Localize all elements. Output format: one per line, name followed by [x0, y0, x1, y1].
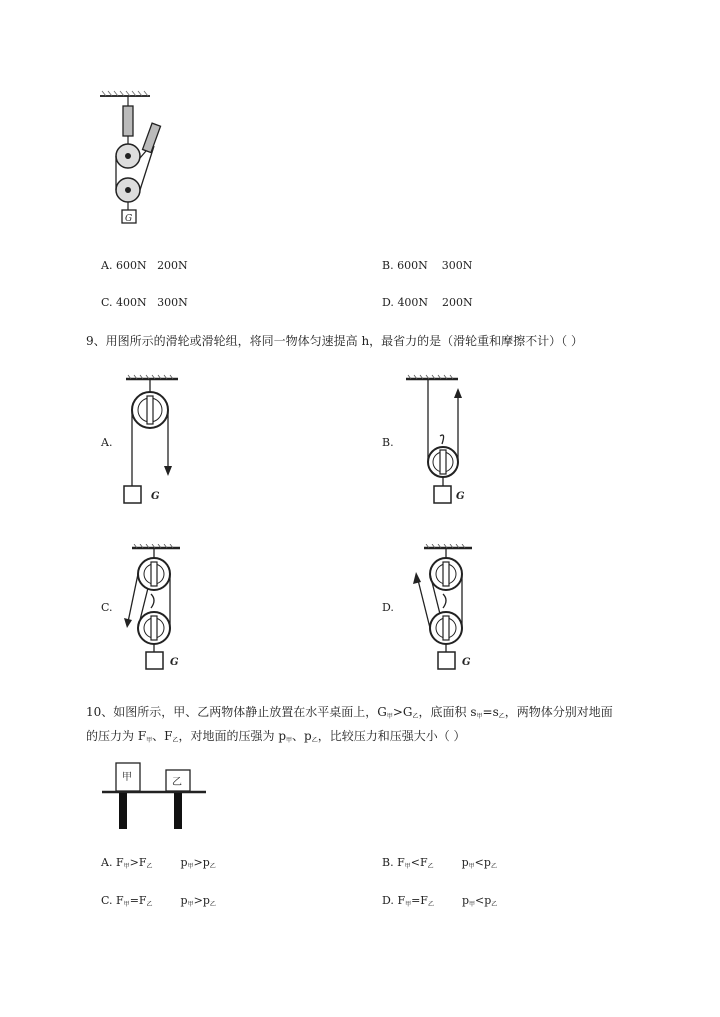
q8-option-b[interactable]: B. 600N 300N [382, 259, 473, 272]
q8-option-c[interactable]: C. 400N 300N [101, 296, 188, 309]
q10-option-b[interactable]: B. $F_甲<F_乙$ $p_甲<p_乙$ [382, 856, 497, 870]
q10-box-yi-label: 乙 [172, 777, 182, 788]
q9-option-d-label[interactable]: D. [382, 601, 394, 614]
q8-option-d[interactable]: D. 400N 200N [382, 296, 473, 309]
q9-figure-b [400, 374, 480, 512]
q8-option-a[interactable]: A. 600N 200N [101, 259, 188, 272]
q10-option-a[interactable]: A. $F_甲>F_乙$ $p_甲>p_乙$ [101, 856, 216, 870]
q8-weight-label: G [125, 214, 133, 224]
q9-option-b-label[interactable]: B. [382, 436, 394, 449]
q9-c-weight-label: G [170, 657, 179, 668]
q10-box-jia-label: 甲 [122, 772, 132, 783]
q10-stem-line2: 的压力为 $F_甲$、$F_乙$，对地面的压强为 $p_甲$、$p_乙$，比较压力和压强大小（ ） [86, 729, 466, 744]
q9-a-weight-label: G [151, 491, 160, 502]
q10-option-d[interactable]: D. $F_甲=F_乙$ $p_甲<p_乙$ [382, 894, 498, 908]
q10-stem-line1: 10、如图所示，甲、乙两物体静止放置在水平桌面上，$G_甲>G_乙$，底面积 $s_甲=s_乙$，两物体分别对地面 [86, 705, 613, 720]
q8-pulley-figure [92, 86, 182, 236]
q10-option-c[interactable]: C. $F_甲=F_乙$ $p_甲>p_乙$ [101, 894, 216, 908]
q9-option-c-label[interactable]: C. [101, 601, 113, 614]
q9-b-weight-label: G [456, 491, 465, 502]
q9-figure-c [118, 544, 193, 674]
q9-d-weight-label: G [462, 657, 471, 668]
q10-table-figure [100, 760, 210, 832]
q9-option-a-label[interactable]: A. [101, 436, 113, 449]
q9-figure-d [400, 544, 475, 674]
q9-stem: 9、用图所示的滑轮或滑轮组，将同一物体匀速提高 h，最省力的是（滑轮重和摩擦不计）（ ） [86, 334, 583, 348]
q9-figure-a [118, 374, 188, 512]
